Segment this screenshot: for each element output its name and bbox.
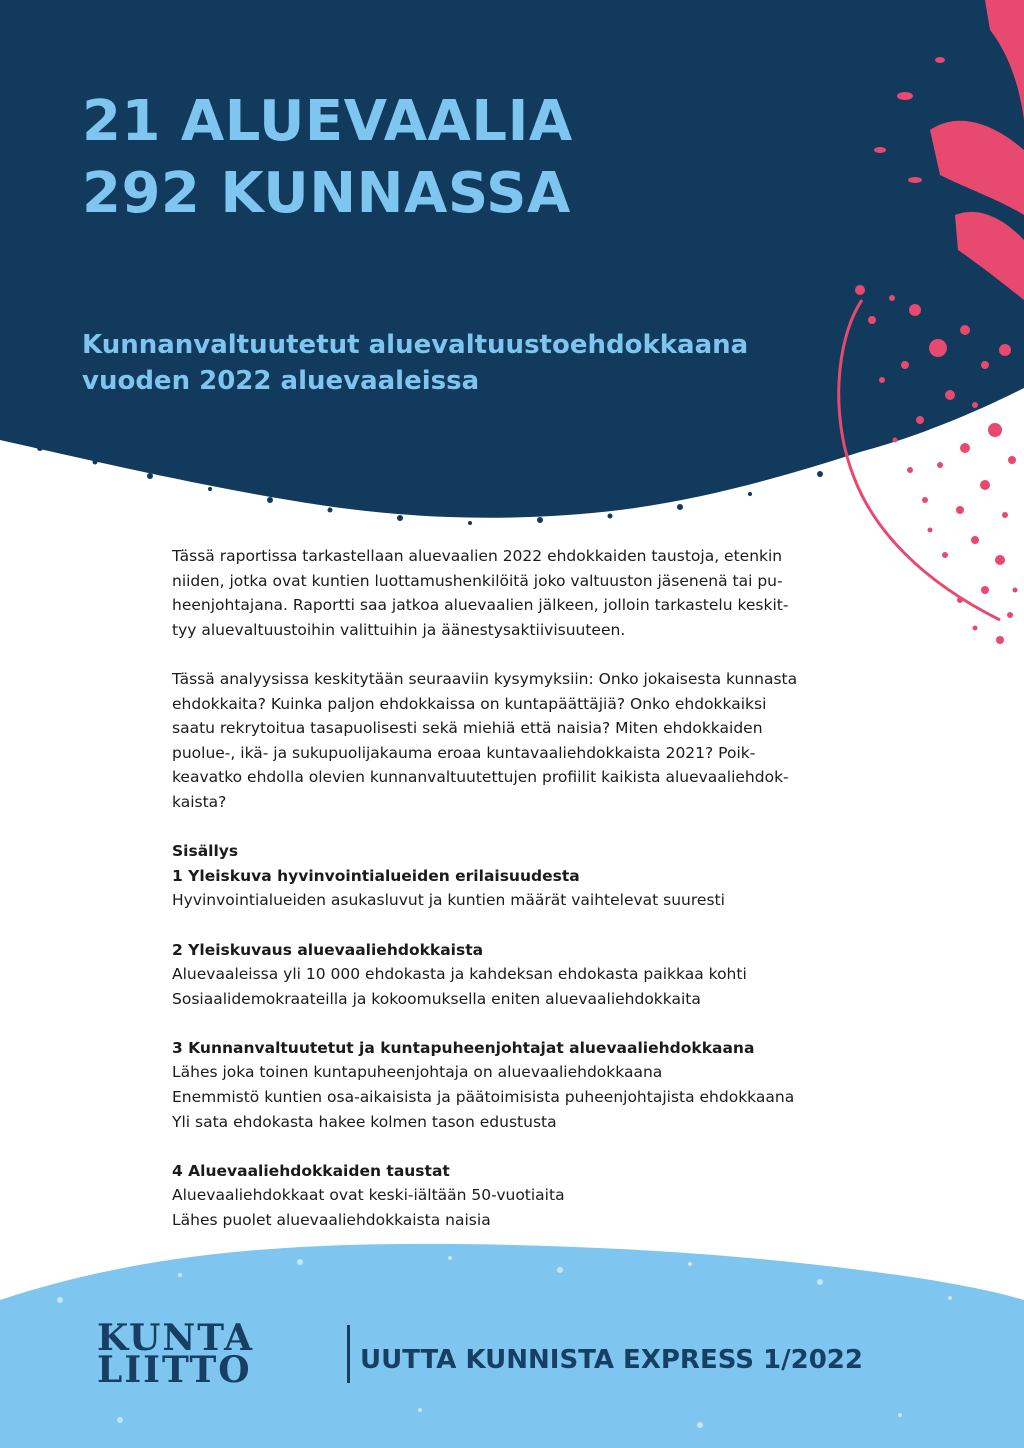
toc-section — [172, 1036, 862, 1134]
page-title — [82, 86, 573, 230]
text-line: tyy aluevaltuustoihin valittuihin ja äänestysaktiivisuuteen. — [172, 620, 626, 639]
kuntaliitto-logo — [97, 1317, 255, 1391]
toc-section-title: 3 Kunnanvaltuutetut ja kuntapuheenjohtajat aluevaaliehdokkaana — [172, 1038, 755, 1057]
toc-item: Aluevaaleissa yli 10 000 ehdokasta ja kahdeksan ehdokasta paikkaa kohti — [172, 965, 747, 984]
subtitle-line: Kunnanvaltuutetut aluevaltuustoehdokkaana — [82, 330, 749, 360]
text-line: niiden, jotka ovat kuntien luottamushenkilöitä joko valtuuston jäsenenä tai pu- — [172, 571, 783, 590]
title-line: 292 KUNNASSA — [82, 161, 571, 226]
intro-paragraph-1 — [172, 544, 862, 642]
text-line: ehdokkaita? Kuinka paljon ehdokkaissa on kuntapäättäjiä? Onko ehdokkaiksi — [172, 694, 767, 713]
toc-heading: Sisällys — [172, 842, 239, 861]
toc-section-title: 4 Aluevaaliehdokkaiden taustat — [172, 1161, 450, 1180]
text-line: puolue-, ikä- ja sukupuolijakauma eroaa kuntavaaliehdokkaista 2021? Poik- — [172, 743, 756, 762]
toc-item: Lähes puolet aluevaaliehdokkaista naisia — [172, 1211, 491, 1230]
toc-item: Hyvinvointialueiden asukasluvut ja kuntien määrät vaihtelevat suuresti — [172, 891, 725, 910]
toc-item: Aluevaaliehdokkaat ovat keski-iältään 50-vuotiaita — [172, 1186, 565, 1205]
toc-section — [172, 864, 862, 913]
toc-item: Sosiaalidemokraateilla ja kokoomuksella eniten aluevaaliehdokkaita — [172, 989, 701, 1008]
publication-name: UUTTA KUNNISTA EXPRESS 1/2022 — [360, 1345, 863, 1375]
toc-section — [172, 1159, 862, 1233]
page-subtitle — [82, 327, 748, 399]
text-line: Tässä analyysissa keskitytään seuraaviin kysymyksiin: Onko jokaisesta kunnasta — [172, 669, 798, 688]
text-line: keavatko ehdolla olevien kunnanvaltuutettujen profiilit kaikista aluevaaliehdok- — [172, 768, 789, 787]
subtitle-line: vuoden 2022 aluevaaleissa — [82, 366, 480, 396]
text-line: Tässä raportissa tarkastellaan aluevaalien 2022 ehdokkaiden taustoja, etenkin — [172, 547, 783, 565]
navy-header-shape — [0, 0, 1024, 518]
text-line: saatu rekrytoitua tasapuolisesti sekä miehiä että naisia? Miten ehdokkaiden — [172, 719, 763, 738]
toc-item: Yli sata ehdokasta hakee kolmen tason edustusta — [172, 1112, 557, 1131]
toc-section-title: 2 Yleiskuvaus aluevaaliehdokkaista — [172, 940, 484, 959]
text-line: heenjohtajana. Raportti saa jatkoa aluevaalien jälkeen, jolloin tarkastelu keskit- — [172, 596, 789, 615]
title-line: 21 ALUEVAALIA — [82, 89, 573, 154]
toc-section-title: 1 Yleiskuva hyvinvointialueiden erilaisuudesta — [172, 866, 580, 885]
main-content — [172, 544, 862, 1257]
table-of-contents — [172, 839, 862, 1233]
logo-line: KUNTA — [97, 1317, 255, 1359]
logo-line: LIITTO — [97, 1349, 252, 1391]
toc-section — [172, 938, 862, 1012]
footer-divider — [347, 1325, 350, 1383]
toc-item: Enemmistö kuntien osa-aikaisista ja päätoimisista puheenjohtajista ehdokkaana — [172, 1088, 795, 1107]
text-line: kaista? — [172, 792, 227, 811]
intro-paragraph-2 — [172, 667, 862, 815]
toc-item: Lähes joka toinen kuntapuheenjohtaja on aluevaaliehdokkaana — [172, 1063, 663, 1082]
